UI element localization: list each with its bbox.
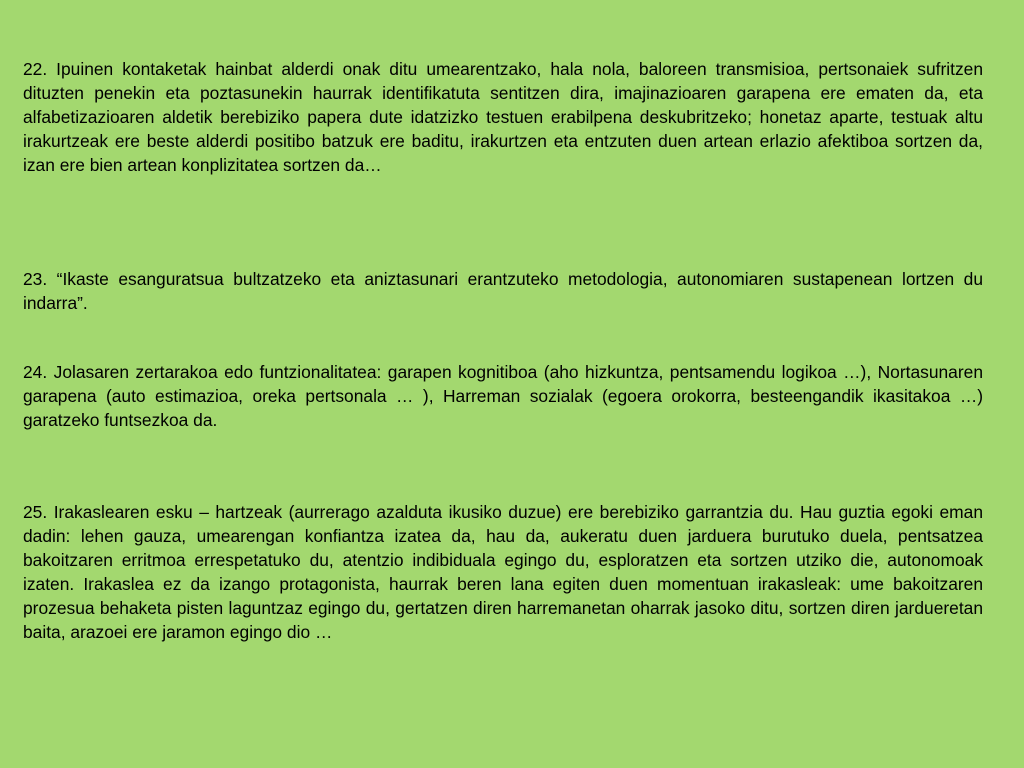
paragraph-25: 25. Irakaslearen esku – hartzeak (aurrerago azalduta ikusiko duzue) ere berebiziko garrantzia du. Hau guztia egoki eman dadin: lehen gauza, umearengan konfiantza izatea da, hau da, aukeratu duen jarduera burutuko duela, pentsatzea bakoitzaren erritmoa errespetatuko du, atentzio indibiduala egingo du, esploratzen eta sortzen utziko die, autonomoak izaten. Irakaslea ez da izango protagonista, haurrak beren lana egiten duen momentuan irakasleak: ume bakoitzaren prozesua behaketa pisten laguntzaz egingo du, gertatzen diren harremanetan oharrak jasoko ditu, sortzen diren jardueretan baita, arazoei ere jaramon egingo dio … (23, 502, 983, 642)
paragraph-23: 23. “Ikaste esanguratsua bultzatzeko eta aniztasunari erantzuteko metodologia, autonomiaren sustapenean lortzen du indarra”. (23, 269, 983, 313)
paragraph-22: 22. Ipuinen kontaketak hainbat alderdi onak ditu umearentzako, hala nola, baloreen transmisioa, pertsonaiek sufritzen dituzten penekin eta poztasunekin haurrak identifikatuta sentitzen dira, imajinazioaren garapena ere ematen da, eta alfabetizazioaren aldetik berebiziko papera dute idatzizko testuen erabilpena deskubritzeko; honetaz aparte, testuak altu irakurtzeak ere beste alderdi positibo batzuk ere baditu, irakurtzen eta entzuten duen artean erlazio afektiboa sortzen da, izan ere bien artean konplizitatea sortzen da… (23, 59, 983, 175)
paragraph-24: 24. Jolasaren zertarakoa edo funtzionalitatea: garapen kognitiboa (aho hizkuntza, pentsamendu logikoa …), Nortasunaren garapena (auto estimazioa, oreka pertsonala … ), Harreman sozialak (egoera orokorra, besteengandik ikasitakoa …) garatzeko funtsezkoa da. (23, 362, 983, 430)
